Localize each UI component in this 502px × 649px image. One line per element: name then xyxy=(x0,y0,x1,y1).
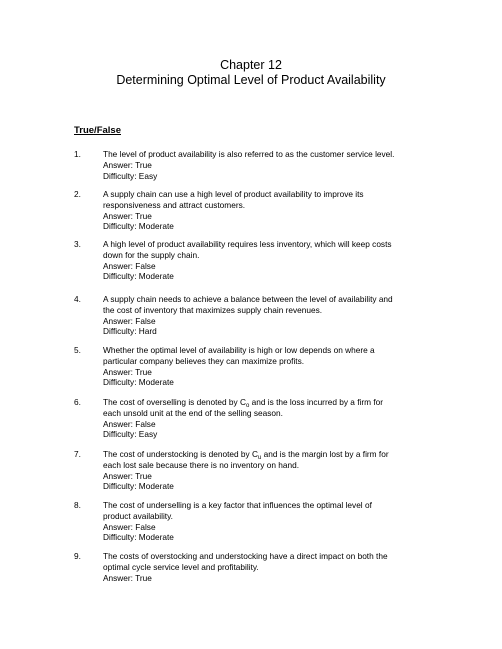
question-number: 1. xyxy=(74,149,81,159)
answer-text: Answer: True xyxy=(103,366,152,377)
question-text: The costs of overstocking and understocking have a direct impact on both the xyxy=(103,551,388,561)
question-item xyxy=(74,189,434,232)
answer-text: Answer: False xyxy=(103,315,156,326)
answer-text: Answer: True xyxy=(103,159,152,170)
page-header xyxy=(0,58,502,88)
answer-text: Answer: True xyxy=(103,470,152,481)
question-text: A supply chain can use a high level of product availability to improve its xyxy=(103,189,364,199)
difficulty-text: Difficulty: Moderate xyxy=(103,377,174,388)
answer-text: Answer: False xyxy=(103,521,156,532)
difficulty-text: Difficulty: Easy xyxy=(103,429,158,440)
question-number: 9. xyxy=(74,551,81,561)
question-text: product availability. xyxy=(103,510,173,521)
question-item xyxy=(74,551,434,583)
question-text: down for the supply chain. xyxy=(103,249,200,260)
question-number: 2. xyxy=(74,189,81,199)
difficulty-text: Difficulty: Easy xyxy=(103,170,158,181)
question-number: 5. xyxy=(74,345,81,355)
question-item xyxy=(74,397,434,440)
question-item xyxy=(74,449,434,492)
section-heading: True/False xyxy=(74,125,121,136)
difficulty-text: Difficulty: Moderate xyxy=(103,271,174,282)
question-item xyxy=(74,149,434,181)
question-text: Whether the optimal level of availability is high or low depends on where a xyxy=(103,345,375,355)
question-text: optimal cycle service level and profitability. xyxy=(103,561,259,572)
question-item xyxy=(74,345,434,388)
difficulty-text: Difficulty: Moderate xyxy=(103,221,174,232)
question-text: A high level of product availability requires less inventory, which will keep costs xyxy=(103,239,392,249)
difficulty-text: Difficulty: Hard xyxy=(103,326,157,337)
chapter-label: Chapter 12 xyxy=(220,58,282,72)
question-number: 6. xyxy=(74,397,81,407)
question-number: 8. xyxy=(74,500,81,510)
question-text: The cost of understocking is denoted by $C_u$ and is the margin lost by a firm for xyxy=(103,449,389,461)
question-text: responsiveness and attract customers. xyxy=(103,199,246,210)
question-item xyxy=(74,239,434,282)
question-text: A supply chain needs to achieve a balance between the level of availability and xyxy=(103,294,393,304)
question-item xyxy=(74,294,434,337)
answer-text: Answer: True xyxy=(103,210,152,221)
question-number: 4. xyxy=(74,294,81,304)
question-text: particular company believes they can maximize profits. xyxy=(103,355,305,366)
question-text: The cost of overselling is denoted by $C_o$ and is the loss incurred by a firm for xyxy=(103,397,384,409)
answer-text: Answer: True xyxy=(103,572,152,583)
question-item xyxy=(74,500,434,543)
question-text: The level of product availability is also referred to as the customer service level. xyxy=(103,149,395,159)
difficulty-text: Difficulty: Moderate xyxy=(103,532,174,543)
question-number: 3. xyxy=(74,239,81,249)
answer-text: Answer: False xyxy=(103,260,156,271)
question-text: each lost sale because there is no inventory on hand. xyxy=(103,459,300,470)
chapter-title: Determining Optimal Level of Product Availability xyxy=(116,73,386,87)
question-text: each unsold unit at the end of the selling season. xyxy=(103,407,283,418)
answer-text: Answer: False xyxy=(103,418,156,429)
difficulty-text: Difficulty: Moderate xyxy=(103,481,174,492)
question-number: 7. xyxy=(74,449,81,459)
question-text: the cost of inventory that maximizes supply chain revenues. xyxy=(103,304,323,315)
question-text: The cost of underselling is a key factor that influences the optimal level of xyxy=(103,500,372,510)
